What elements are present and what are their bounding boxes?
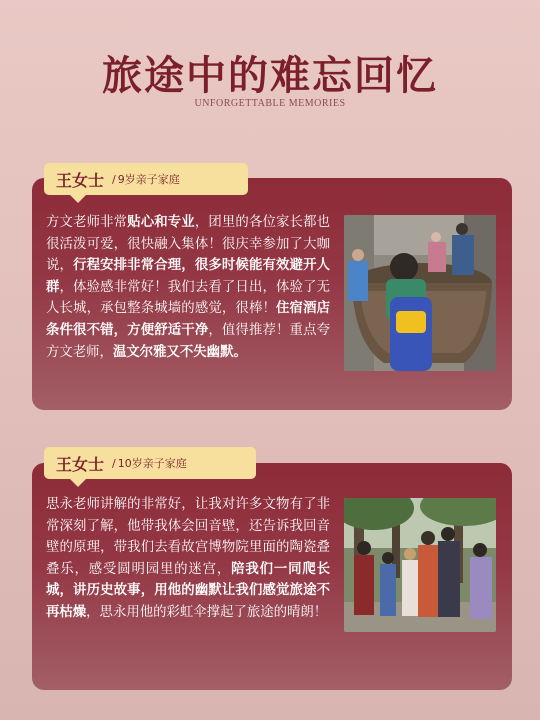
- highlight-text: 行程安排非常合理，很多时候能有效避开人群: [46, 258, 331, 295]
- reviewer-name: 王女士: [56, 454, 105, 474]
- highlight-text: 贴心和专业: [127, 215, 195, 230]
- reviewer-family-info: 9岁亲子家庭: [117, 173, 180, 186]
- review-text-2: [46, 494, 330, 624]
- review-text-segment: 思永老师讲解的非常好，让我对许多文物有了非常深刻了解，他带我体会回音壁，还告诉我回音壁的原理，带我们去看故宫博物院里面的陶瓷叠叠乐，感受圆明园里的迷宫，: [46, 497, 330, 577]
- reviewer-tag-2: [44, 447, 256, 479]
- page-title: 旅途中的难忘回忆: [102, 52, 438, 99]
- highlight-text: 住宿酒店条件很不错，方便舒适干净: [46, 301, 331, 338]
- photo-children-with-giant-urn: [344, 215, 496, 371]
- review-text-segment: ，体验感非常好！我们去看了日出，体验了无人长城，承包整条城墙的感觉，很棒！: [46, 279, 330, 317]
- review-text-segment: 方文老师非常: [46, 215, 128, 230]
- highlight-text: 温文尔雅又不失幽默。: [112, 344, 247, 360]
- review-text-segment: ，值得推荐！重点夸方文老师，: [46, 322, 331, 360]
- reviewer-tag-1: [44, 163, 248, 195]
- urn-photo-image: [344, 215, 496, 371]
- group-photo-image: [344, 498, 496, 632]
- tag-separator: /: [112, 456, 116, 470]
- review-text-segment: ，团里的各位家长都也很活泼可爱，很快融入集体！很庆幸参加了大咖说，: [46, 215, 331, 274]
- page-subtitle: UNFORGETTABLE MEMORIES: [194, 98, 346, 109]
- photo-group-listening-to-guide: [344, 498, 496, 632]
- review-text-segment: ，思永用他的彩虹伞撑起了旅途的晴朗！: [86, 604, 328, 620]
- reviewer-family-info: 10岁亲子家庭: [117, 457, 187, 470]
- highlight-text: 陪我们一同爬长城，讲历史故事，用他的幽默让我们感觉旅途不再枯燥: [46, 561, 331, 620]
- review-card-1: [32, 178, 512, 410]
- reviewer-name: 王女士: [56, 170, 105, 190]
- review-card-2: [32, 463, 512, 690]
- tag-separator: /: [112, 172, 116, 186]
- review-text-1: [46, 212, 330, 363]
